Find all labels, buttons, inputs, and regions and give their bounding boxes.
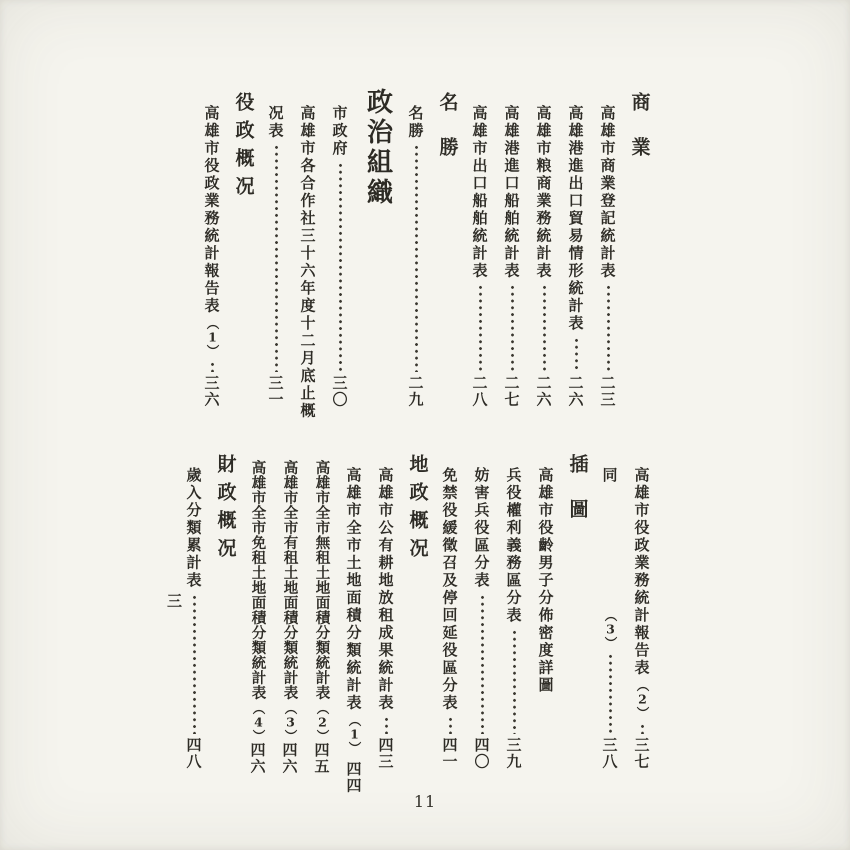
entry-title: 名勝 [406, 105, 425, 140]
leader-dots [447, 716, 454, 734]
toc-entry [298, 92, 318, 420]
entry-title: 高雄市粮商業務統計表 [534, 105, 553, 280]
entry-page-number: 二六 [534, 375, 553, 408]
leader-dots [209, 361, 216, 372]
entry-title: 妨害兵役區分表 [472, 467, 491, 590]
toc-top-block [190, 88, 651, 420]
leader-dots [383, 716, 390, 734]
entry-page-number: 二八 [470, 375, 489, 408]
entry-page-number: 四三 [376, 737, 395, 770]
toc-entry [266, 92, 286, 412]
section-header [362, 88, 394, 408]
section-header [630, 92, 650, 412]
section-header-text: 商業 [628, 92, 651, 182]
entry-title: 同 [600, 467, 619, 485]
toc-entry [504, 454, 524, 774]
section-header-text: 政治組織 [362, 88, 393, 208]
entry-title: 高雄港進口船舶統計表 [502, 105, 521, 280]
entry-title: 高雄港進出口貿易情形統計表 [566, 105, 585, 333]
entry-page-number: 四六 [248, 742, 267, 775]
entry-title: 高雄市商業登記統計表 [598, 105, 617, 280]
toc-entry [248, 454, 268, 774]
section-header-text: 財政概况 [214, 454, 237, 566]
leader-dots [273, 144, 280, 372]
entry-page-number: 四八 [184, 737, 203, 770]
entry-index-paren: ︵3︶ [283, 702, 298, 742]
section-header-text: 名勝 [436, 92, 459, 182]
leader-dots [413, 144, 420, 372]
leader-dots [639, 723, 646, 734]
entry-title: 免禁役緩徵召及停回延役區分表 [440, 467, 459, 712]
entry-page-number: 三九 [504, 737, 523, 770]
entry-title: 高雄市役政業務統計報告表 [632, 467, 651, 677]
toc-entry [202, 92, 222, 412]
toc-entry [470, 92, 490, 412]
leader-dots [605, 284, 612, 372]
leader-dots [191, 594, 198, 735]
entry-title: 市政府 [330, 105, 349, 158]
section-header-text: 地政概况 [406, 454, 429, 566]
entry-page-number: 四四 [344, 761, 363, 794]
entry-page-number: 四六 [280, 742, 299, 775]
entry-index-paren: ︵2︶ [635, 679, 650, 719]
entry-page-number: 二三 [598, 375, 617, 408]
entry-page-number: 四〇 [472, 737, 491, 770]
section-header-text: 役政概况 [232, 92, 255, 204]
entry-index-paren: ︵1︶ [347, 714, 362, 754]
entry-title: 高雄市役齡男子分佈密度詳圖 [536, 467, 555, 695]
entry-page-number: 二九 [406, 375, 425, 408]
folio-marker: 三 [167, 592, 183, 610]
leader-dots [607, 653, 614, 734]
entry-index-paren: ︵3︶ [603, 608, 618, 649]
entry-title: 高雄市全市土地面積分類統計表 [344, 467, 363, 712]
entry-index-paren: ︵2︶ [315, 702, 330, 742]
toc-entry [472, 454, 492, 774]
toc-entry [534, 92, 554, 412]
toc-entry [376, 454, 396, 774]
entry-page-number: 三六 [202, 375, 221, 408]
toc-entry [598, 92, 618, 412]
leader-dots [337, 162, 344, 373]
toc-entry [330, 92, 350, 412]
entry-page-number: 四一 [440, 737, 459, 770]
entry-title: 高雄市全市免租土地面積分類統計表 [249, 460, 267, 700]
entry-title: 兵役權利義務區分表 [504, 467, 523, 625]
entry-page-number: 三一 [266, 375, 285, 408]
toc-entry [344, 454, 364, 794]
entry-page-number: 三〇 [330, 375, 349, 408]
entry-title: 高雄市各合作社三十六年度十二月底止概 [298, 105, 317, 420]
toc-entry [280, 454, 300, 774]
section-header-text: 插圖 [566, 454, 589, 544]
entry-page-number: 三八 [600, 737, 619, 770]
section-header [568, 454, 588, 774]
entry-index-paren: ︵4︶ [251, 702, 266, 742]
section-header [408, 454, 428, 774]
leader-dots [511, 629, 518, 735]
leader-dots [573, 337, 580, 373]
entry-title: 高雄市全市無租土地面積分類統計表 [313, 460, 331, 700]
leader-dots [509, 284, 516, 372]
entry-page-number: 二六 [566, 375, 585, 408]
entry-title: 歲入分類累計表 [184, 467, 203, 590]
leader-dots [541, 284, 548, 372]
entry-index-paren: ︵1︶ [205, 317, 220, 357]
entry-title: 况表 [266, 105, 285, 140]
toc-entry [502, 92, 522, 412]
leader-dots [477, 284, 484, 372]
entry-page-number: 三七 [632, 737, 651, 770]
toc-entry [536, 454, 556, 774]
toc-entry [566, 92, 586, 412]
entry-title: 高雄市役政業務統計報告表 [202, 105, 221, 315]
entry-title: 高雄市出口船舶統計表 [470, 105, 489, 280]
entry-page-number: 四五 [312, 742, 331, 775]
section-header [438, 92, 458, 412]
section-header [216, 454, 236, 774]
entry-title: 高雄市全市有租土地面積分類統計表 [281, 460, 299, 700]
toc-entry [312, 454, 332, 774]
entry-title: 高雄市公有耕地放租成果統計表 [376, 467, 395, 712]
toc-entry [406, 92, 426, 412]
toc-entry [632, 454, 652, 774]
toc-entry [600, 454, 620, 774]
page-number: 11 [413, 792, 437, 811]
entry-page-number: 二七 [502, 375, 521, 408]
leader-dots [479, 594, 486, 735]
toc-entry [440, 454, 460, 774]
toc-entry [184, 454, 204, 774]
section-header [234, 92, 254, 412]
toc-bottom-block [172, 454, 652, 794]
